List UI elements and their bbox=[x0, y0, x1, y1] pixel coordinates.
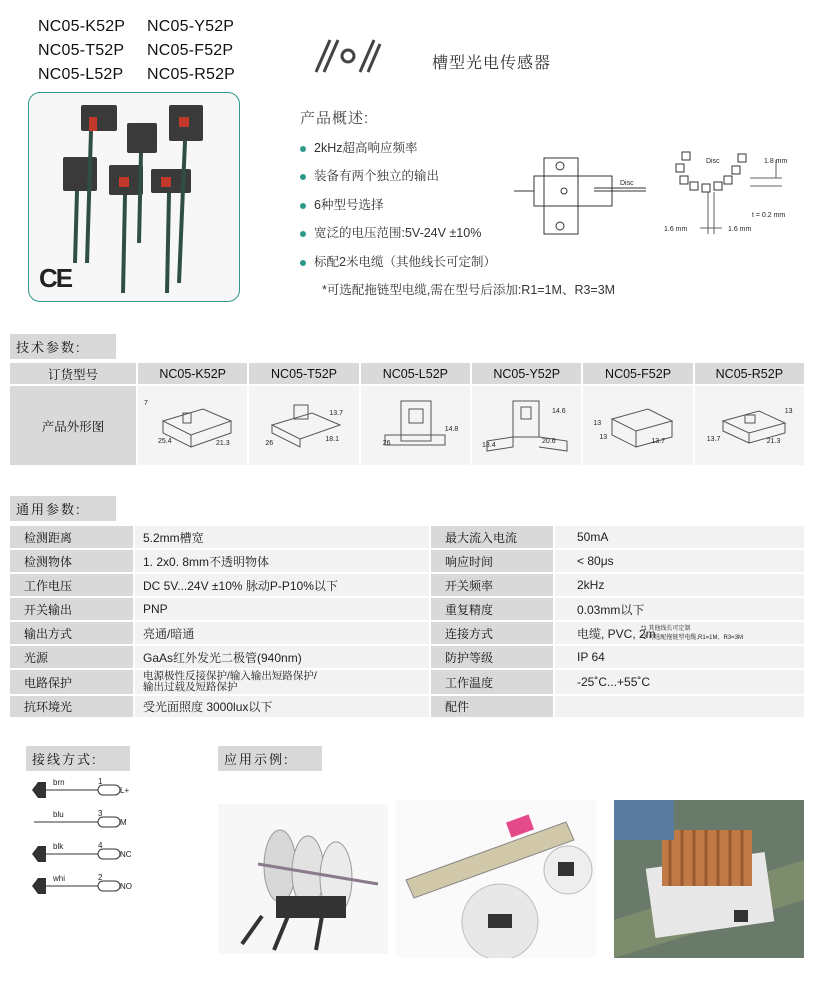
dim-label: 18.1 bbox=[325, 436, 339, 443]
col-model: NC05-L52P bbox=[360, 363, 471, 385]
shape-drawing bbox=[137, 385, 248, 465]
wire-pin: 1 bbox=[98, 777, 103, 786]
param-label: 连接方式 bbox=[430, 621, 554, 645]
dim-label: 13 bbox=[593, 420, 602, 427]
param-label: 输出方式 bbox=[10, 621, 134, 645]
table-row bbox=[10, 645, 804, 669]
wire-color: brn bbox=[53, 778, 65, 787]
shape-label: 产品外形图 bbox=[10, 385, 137, 465]
wire-color: blu bbox=[53, 810, 64, 819]
dim-label: 26 bbox=[382, 440, 391, 447]
param-value: DC 5V...24V ±10% 脉动P-P10%以下 bbox=[134, 573, 430, 597]
param-label: 防护等级 bbox=[430, 645, 554, 669]
bullet-icon bbox=[300, 231, 306, 237]
feature-text: 标配2米电缆（其他线长可定制） bbox=[314, 255, 496, 269]
dim-label: 13.7 bbox=[329, 410, 343, 417]
shape-drawing bbox=[694, 385, 804, 465]
order-label: 订货型号 bbox=[10, 363, 137, 385]
diagram-disc-label-2: Disc bbox=[706, 158, 720, 165]
param-label: 光源 bbox=[10, 645, 134, 669]
table-row bbox=[10, 549, 804, 573]
examples-section-header: 应用示例: bbox=[218, 746, 322, 771]
feature-item bbox=[300, 138, 417, 156]
bullet-icon bbox=[300, 174, 306, 180]
param-label: 工作电压 bbox=[10, 573, 134, 597]
product-title: 槽型光电传感器 bbox=[432, 55, 552, 72]
wire-signal: M bbox=[120, 818, 127, 827]
param-label: 抗环境光 bbox=[10, 695, 134, 717]
wire-color: whi bbox=[53, 874, 66, 883]
dim-label: 21.3 bbox=[766, 438, 781, 445]
example-disc-image bbox=[218, 804, 388, 954]
dim-label: 14.6 bbox=[552, 408, 566, 415]
shape-drawing bbox=[360, 385, 471, 465]
model-l52p: NC05-L52P bbox=[38, 66, 124, 83]
wire-signal: NC bbox=[120, 850, 132, 859]
feature-item bbox=[300, 252, 496, 270]
model-k52p: NC05-K52P bbox=[38, 18, 126, 35]
sensor-outline-icon bbox=[254, 391, 354, 461]
model-r52p: NC05-R52P bbox=[147, 66, 236, 83]
diagram-disc-label: Disc bbox=[620, 180, 634, 187]
param-label: 开关频率 bbox=[430, 573, 554, 597]
dim-label: 13.4 bbox=[482, 442, 496, 449]
overview-title: 产品概述: bbox=[300, 110, 370, 127]
wire-color: blk bbox=[53, 842, 64, 851]
wire-pin: 4 bbox=[98, 841, 103, 850]
wire-pin: 2 bbox=[98, 873, 103, 882]
param-label: 检测距离 bbox=[10, 526, 134, 549]
general-params-table bbox=[10, 526, 804, 717]
param-label: 检测物体 bbox=[10, 549, 134, 573]
param-value: 1. 2x0. 8mm不透明物体 bbox=[134, 549, 430, 573]
param-label: 响应时间 bbox=[430, 549, 554, 573]
product-photo bbox=[28, 92, 240, 302]
table-row bbox=[10, 526, 804, 549]
table-row bbox=[10, 597, 804, 621]
param-value: 电源极性反接保护/输入输出短路保护/ bbox=[143, 670, 317, 682]
param-label: 开关输出 bbox=[10, 597, 134, 621]
bullet-icon bbox=[300, 203, 306, 209]
param-value-cell bbox=[554, 621, 804, 645]
param-value: 输出过载及短路保护 bbox=[143, 681, 238, 693]
dim-label: 25.4 bbox=[158, 438, 172, 445]
table-row bbox=[10, 573, 804, 597]
bullet-icon bbox=[300, 146, 306, 152]
param-value: PNP bbox=[134, 597, 430, 621]
param-value: < 80μs bbox=[554, 549, 804, 573]
feature-text: 6种型号选择 bbox=[314, 198, 384, 212]
param-value: 2kHz bbox=[554, 573, 804, 597]
wire-signal: L+ bbox=[120, 786, 130, 795]
feature-text: 装备有两个独立的输出 bbox=[314, 169, 440, 183]
feature-item bbox=[300, 223, 481, 241]
param-label: 最大流入电流 bbox=[430, 526, 554, 549]
diagram-dim-18: 1.8 mm bbox=[764, 158, 788, 165]
param-value: 5.2mm槽宽 bbox=[134, 526, 430, 549]
dim-label: 13 bbox=[599, 434, 608, 441]
dim-label: 14.8 bbox=[444, 426, 459, 433]
param-label: 重复精度 bbox=[430, 597, 554, 621]
overview-note: *可选配拖链型电缆,需在型号后添加:R1=1M、R3=3M bbox=[322, 283, 616, 297]
param-label: 工作温度 bbox=[430, 669, 554, 695]
diagram-dim-t: t = 0.2 mm bbox=[752, 212, 786, 219]
diagram-dim-16a: 1.6 mm bbox=[664, 226, 688, 233]
col-model: NC05-R52P bbox=[694, 363, 804, 385]
col-model: NC05-T52P bbox=[248, 363, 359, 385]
example-conveyor-image bbox=[614, 800, 804, 958]
sensor-outline-icon bbox=[699, 391, 799, 461]
dim-label: 13 bbox=[784, 408, 793, 415]
diagram-dim-16b: 1.6 mm bbox=[728, 226, 752, 233]
table-row bbox=[10, 669, 804, 695]
shape-drawing bbox=[471, 385, 582, 465]
model-f52p: NC05-F52P bbox=[147, 42, 234, 59]
shape-drawing bbox=[248, 385, 359, 465]
general-section-header: 通用参数: bbox=[10, 496, 116, 521]
param-value: IP 64 bbox=[554, 645, 804, 669]
table-row bbox=[10, 695, 804, 717]
wire-signal: NO bbox=[120, 882, 132, 891]
param-value: 受光面照度 3000lux以下 bbox=[134, 695, 430, 717]
param-value: 电缆, PVC, 2m bbox=[577, 626, 656, 641]
sensor-outline-icon bbox=[477, 391, 577, 461]
param-label: 电路保护 bbox=[10, 669, 134, 695]
bullet-icon bbox=[300, 260, 306, 266]
param-label: 配件 bbox=[430, 695, 554, 717]
param-value: GaAs红外发光二极管(940nm) bbox=[134, 645, 430, 669]
col-model: NC05-F52P bbox=[582, 363, 693, 385]
dim-label: 7 bbox=[144, 400, 148, 407]
table-row bbox=[10, 621, 804, 645]
param-value: 亮通/暗通 bbox=[134, 621, 430, 645]
param-value: -25˚C...+55˚C bbox=[554, 669, 804, 695]
model-t52p: NC05-T52P bbox=[38, 42, 125, 59]
wiring-section-header: 接线方式: bbox=[26, 746, 130, 771]
col-model: NC05-Y52P bbox=[471, 363, 582, 385]
param-footnote: *2 可选配拖链型电缆,R1=1M、R3=3M bbox=[641, 635, 744, 641]
wire-pin: 3 bbox=[98, 809, 103, 818]
param-value: 50mA bbox=[554, 526, 804, 549]
sensor-outline-icon bbox=[588, 391, 688, 461]
feature-text: 宽泛的电压范围:5V-24V ±10% bbox=[314, 226, 482, 240]
feature-item bbox=[300, 195, 383, 213]
param-value: 0.03mm以下 bbox=[554, 597, 804, 621]
param-value bbox=[554, 695, 804, 717]
example-linear-axis-image bbox=[396, 800, 596, 958]
dim-label: 13.7 bbox=[706, 436, 721, 443]
shape-drawing bbox=[582, 385, 693, 465]
tech-section-header: 技术参数: bbox=[10, 334, 116, 359]
model-y52p: NC05-Y52P bbox=[147, 18, 235, 35]
brand-logo bbox=[312, 36, 382, 76]
param-value-cell bbox=[134, 669, 430, 695]
dim-label: 13.7 bbox=[651, 438, 665, 445]
dim-label: 21.3 bbox=[216, 440, 230, 447]
param-footnote: *1 其他线长可定制 bbox=[641, 626, 691, 632]
feature-item bbox=[300, 166, 439, 184]
dim-label: 20.6 bbox=[542, 438, 556, 445]
dim-label: 26 bbox=[265, 440, 274, 447]
feature-text: 2kHz超高响应频率 bbox=[314, 141, 418, 155]
col-model: NC05-K52P bbox=[137, 363, 248, 385]
sensor-outline-icon bbox=[143, 391, 243, 461]
tech-table bbox=[10, 363, 804, 465]
ce-mark: CE bbox=[39, 263, 72, 293]
